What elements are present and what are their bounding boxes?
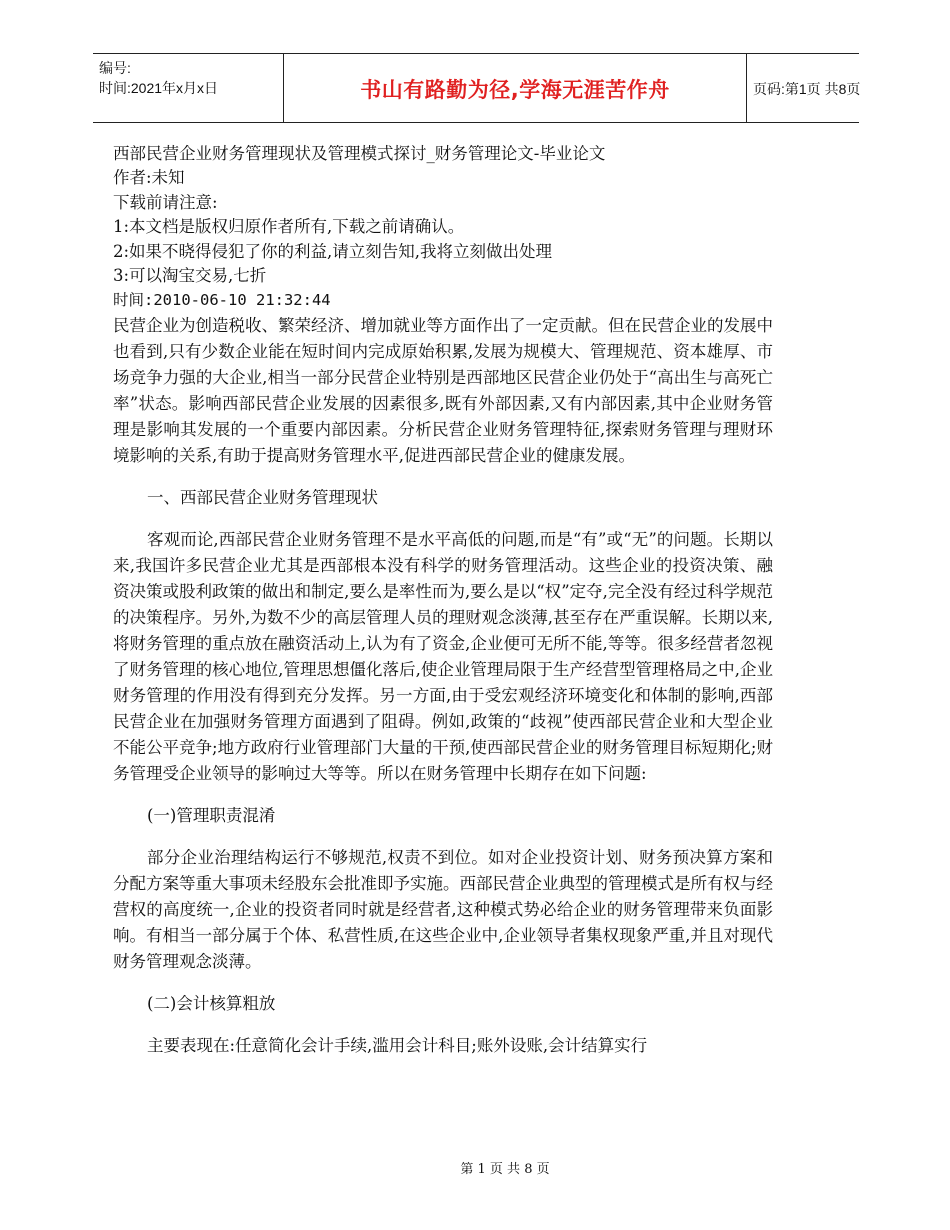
document-body [113, 142, 773, 1059]
notice-item: 1:本文档是版权归原作者所有,下载之前请确认。 [113, 217, 465, 237]
section1-paragraph: 客观而论,西部民营企业财务管理不是水平高低的问题,而是“有”或“无”的问题。长期以来,我国许多民营企业尤其是西部根本没有科学的财务管理活动。这些企业的投资决策、融资决策或股利政策的做出和制定,要么是率性而为,要么是以“权”定夺,完全没有经过科学规范的决策程序。另外,为数不少的高层管理人员的理财观念淡薄,甚至存在严重误解。长期以来,将财务管理的重点放在融资活动上,认为有了资金,企业便可无所不能,等等。很多经营者忽视了财务管理的核心地位,管理思想僵化落后,使企业管理局限于生产经营型管理格局之中,企业财务管理的作用没有得到充分发挥。另一方面,由于受宏观经济环境变化和体制的影响,西部民营企业在加强财务管理方面遇到了阻碍。例如,政策的“歧视”使西部民营企业和大型企业不能公平竞争;地方政府行业管理部门大量的干预,使西部民营企业的财务管理目标短期化;财务管理受企业领导的影响过大等等。所以在财务管理中长期存在如下问题: [113, 529, 773, 783]
notice-heading: 下载前请注意: [113, 192, 218, 212]
subsection1-paragraph: 部分企业治理结构运行不够规范,权责不到位。如对企业投资计划、财务预决算方案和分配方案等重大事项未经股东会批准即予实施。西部民营企业典型的管理模式是所有权与经营权的高度统一,企业的投资者同时就是经营者,这种模式势必给企业的财务管理带来负面影响。有相当一部分属于个体、私营性质,在这些企业中,企业领导者集权现象严重,并且对现代财务管理观念淡薄。 [113, 847, 773, 971]
notice-item: 2:如果不晓得侵犯了你的利益,请立刻告知,我将立刻做出处理 [113, 241, 553, 261]
article-time: 时间:2010-06-10 21:32:44 [113, 291, 331, 310]
header-motto: 书山有路勤为径,学海无涯苦作舟 [360, 78, 670, 102]
document-number-label: 编号: [99, 60, 131, 76]
header-page-info: 页码:第1页 共8页 [753, 81, 861, 97]
header-left-cell [93, 54, 283, 122]
header-right-cell [745, 54, 859, 122]
article-title: 西部民营企业财务管理现状及管理模式探讨_财务管理论文-毕业论文 [113, 144, 606, 163]
header-middle-cell [283, 54, 747, 122]
document-time-label: 时间:2021年x月x日 [99, 80, 219, 96]
notice-item: 3:可以淘宝交易,七折 [113, 266, 267, 286]
subsection-heading: (二)会计核算粗放 [147, 993, 276, 1013]
intro-paragraph: 民营企业为创造税收、繁荣经济、增加就业等方面作出了一定贡献。但在民营企业的发展中也看到,只有少数企业能在短时间内完成原始积累,发展为规模大、管理规范、资本雄厚、市场竞争力强的大企业,相当一部分民营企业特别是西部地区民营企业仍处于“高出生与高死亡率”状态。影响西部民营企业发展的因素很多,既有外部因素,又有内部因素,其中企业财务管理是影响其发展的一个重要内部因素。分析民营企业财务管理特征,探索财务管理与理财环境影响的关系,有助于提高财务管理水平,促进西部民营企业的健康发展。 [113, 315, 773, 465]
subsection-heading: (一)管理职责混淆 [147, 805, 276, 825]
page-footer: 第 1 页 共 8 页 [460, 1162, 550, 1177]
article-author: 作者:未知 [113, 168, 185, 188]
page-header [93, 53, 859, 123]
subsection2-paragraph: 主要表现在:任意简化会计手续,滥用会计科目;账外设账,会计结算实行 [147, 1035, 648, 1055]
section-heading: 一、西部民营企业财务管理现状 [147, 487, 378, 507]
article-meta [113, 142, 773, 313]
